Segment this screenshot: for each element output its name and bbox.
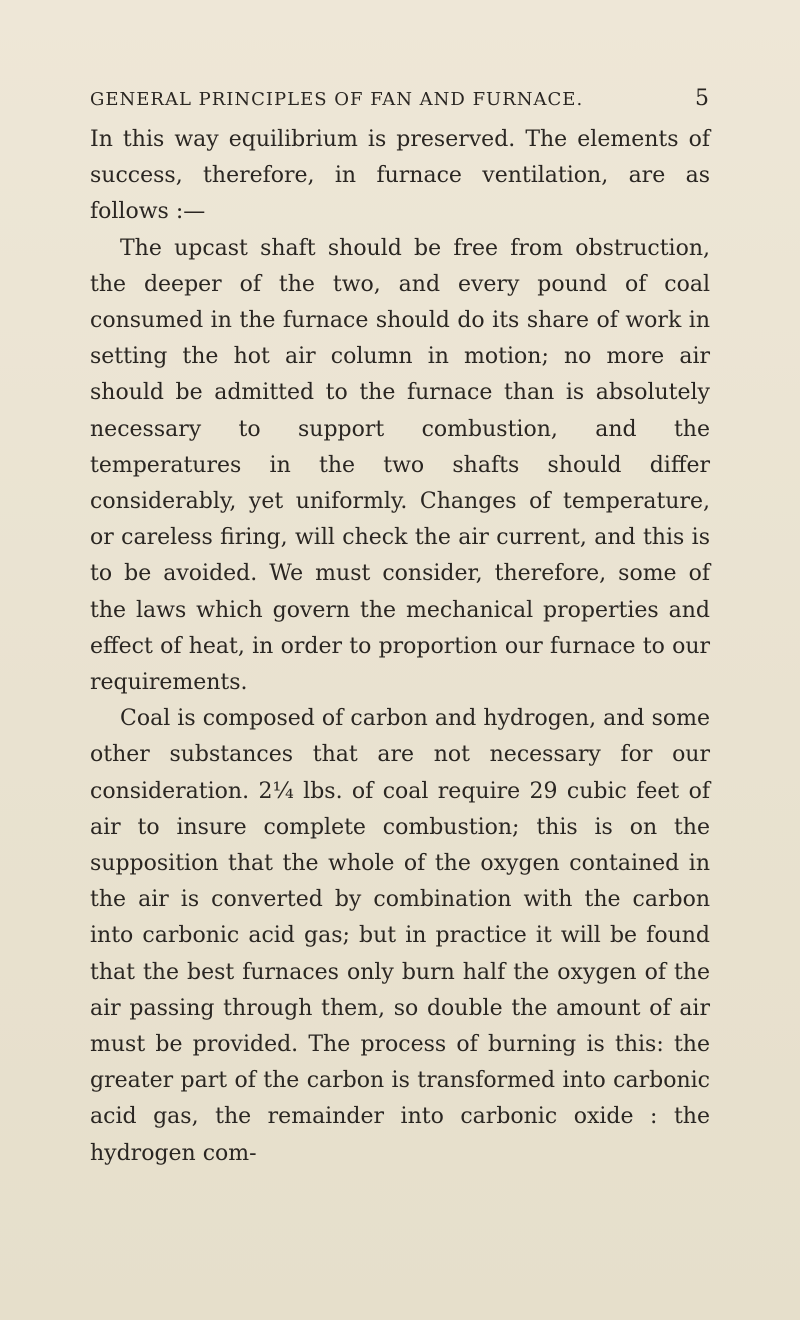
paragraph-3: Coal is composed of carbon and hydrogen, and some other substances that are not necessary for our consideration. 2¼ lbs. of coal require 29 cubic feet of air to insure complete combustion; this is on the supposition that the whole of the oxygen contained in the air is converted by combination with the carbon into carbonic acid gas; but in practice it will be found that the best furnaces only burn half the oxygen of the air passing through them, so double the amount of air must be provided. The process of burning is this: the greater part of the carbon is transformed into carbonic acid gas, the remainder into carbonic oxide : the hydrogen com- — [90, 706, 710, 1166]
paragraph-1: In this way equilibrium is preserved. The elements of success, therefore, in furnace ventilation, are as follows :— — [90, 127, 710, 225]
page-number: 5 — [695, 86, 710, 111]
running-head-title: GENERAL PRINCIPLES OF FAN AND FURNACE. — [90, 89, 584, 110]
running-head — [90, 86, 710, 111]
paragraph-2: The upcast shaft should be free from obstruction, the deeper of the two, and every pound of coal consumed in the furnace should do its share of work in setting the hot air column in motion; no more air should be admitted to the furnace than is absolutely necessary to support combustion, and the temperatures in the two shafts should differ considerably, yet uniformly. Changes of temperature, or careless firing, will check the air current, and this is to be avoided. We must consider, therefore, some of the laws which govern the mechanical properties and effect of heat, in order to proportion our furnace to our requirements. — [90, 235, 710, 696]
body-text — [90, 122, 710, 1172]
